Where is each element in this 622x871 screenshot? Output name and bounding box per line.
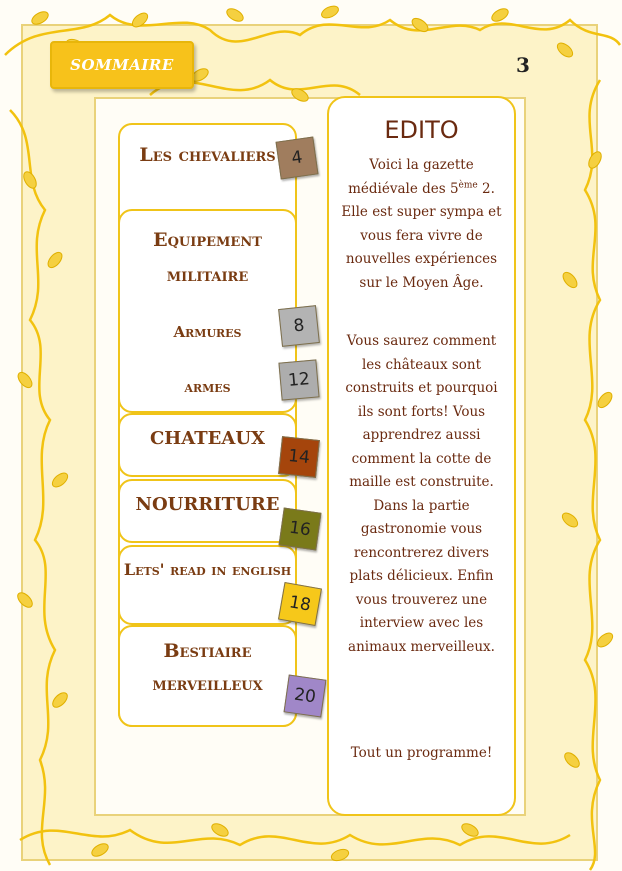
page-tag-18[interactable]: 18 [278,582,322,626]
toc-item-bestiaire[interactable]: Bestiaire merveilleux [152,640,263,695]
toc-item-chateaux[interactable]: CHATEAUX [149,428,266,449]
page-tag-8[interactable]: 8 [278,305,320,347]
page-tag-12[interactable]: 12 [278,359,319,400]
page-tag-16[interactable]: 16 [279,508,322,551]
edito-p1-start: Voici la gazette médiévale des 5 [348,157,474,197]
toc-item-armures[interactable]: Armures [173,323,242,341]
toc-item-nourriture[interactable]: NOURRITURE [135,494,280,515]
page-number: 3 [516,53,530,77]
edito-p1-sup: ème [458,180,478,190]
page-tag-14[interactable]: 14 [278,436,320,478]
edito-paragraph-1 [339,154,504,295]
toc-item-english[interactable]: Lets' read in english [123,560,292,579]
edito-panel [327,96,516,816]
edito-paragraph-3: Tout un programme! [350,745,493,761]
toc-item-armes[interactable]: armes [184,378,231,396]
toc-item-equipement[interactable]: Equipement militaire [153,229,262,286]
toc-item-chevaliers[interactable]: Les chevaliers [139,144,276,166]
edito-p1-end: 2. Elle est super sympa et vous fera vivre de nouvelles expériences sur le Moyen Âge. [341,180,502,291]
sommaire-banner [50,41,194,89]
sommaire-label: SOMMAIRE [70,56,174,74]
page-tag-4[interactable]: 4 [276,137,319,180]
table-of-contents [118,123,297,727]
page-tag-20[interactable]: 20 [284,675,327,718]
edito-title: EDITO [384,116,459,144]
edito-paragraph-2: Vous saurez comment les châteaux sont construits et pourquoi ils sont forts! Vous apprendrez aussi comment la cotte de maille est construite. Dans la partie gastronomie vous rencontrerez divers plats délicieux. Enfin vous trouverez une interview avec les animaux merveilleux. [345,333,498,655]
